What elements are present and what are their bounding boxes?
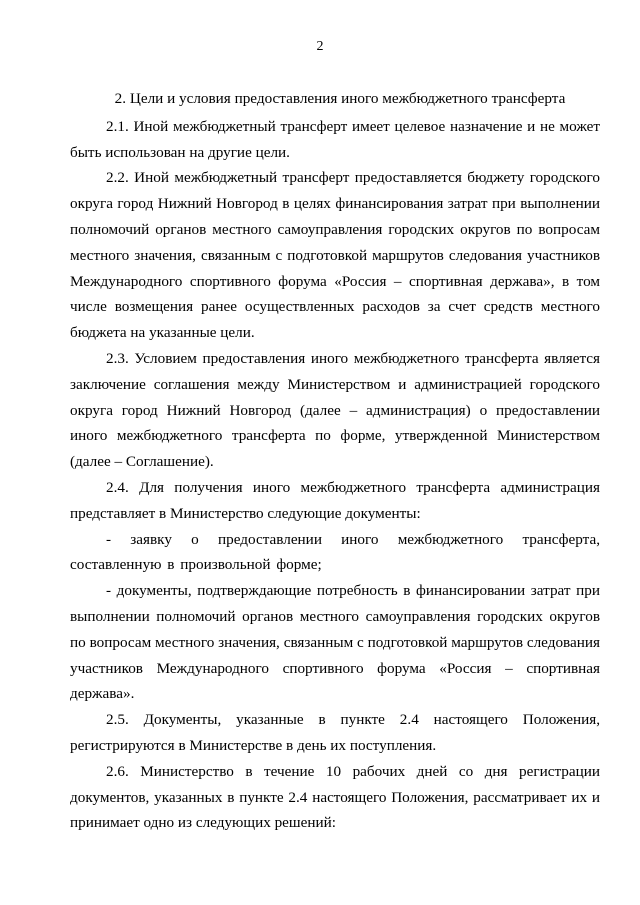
paragraph-2-2: 2.2. Иной межбюджетный трансферт предоставляется бюджету городского округа город Нижний Новгород в целях финансирования затрат при выполнении полномочий органов местного самоуправления городских округов по вопросам местного значения, связанным с подготовкой маршрутов следования участников Международного спортивного форума «Россия – спортивная держава», в том числе возмещения ранее осуществленных расходов за счет средств местного бюджета на указанные цели. xyxy=(70,169,600,342)
paragraph-2-6: 2.6. Министерство в течение 10 рабочих дней со дня регистрации документов, указанных в пункте 2.4 настоящего Положения, рассматривает их и принимает одно из следующих решений: xyxy=(70,762,600,832)
paragraph-2-3: 2.3. Условием предоставления иного межбюджетного трансферта является заключение соглашения между Министерством и администрацией городского округа город Нижний Новгород (далее – администрация) о предоставлении иного межбюджетного трансферта по форме, утвержденной Министерством (далее – Соглашение). xyxy=(70,349,600,471)
section-heading: 2. Цели и условия предоставления иного межбюджетного трансферта xyxy=(114,90,566,107)
paragraph-2-4: 2.4. Для получения иного межбюджетного трансферта администрация представляет в Министерство следующие документы: xyxy=(70,478,600,522)
document-body xyxy=(70,86,600,836)
page-number: 2 xyxy=(316,39,324,54)
list-item-application: - заявку о предоставлении иного межбюджетного трансферта, составленную в произвольной форме; xyxy=(70,530,600,574)
paragraph-2-5: 2.5. Документы, указанные в пункте 2.4 настоящего Положения, регистрируются в Министерстве в день их поступления. xyxy=(70,711,600,754)
paragraph-2-1: 2.1. Иной межбюджетный трансферт имеет целевое назначение и не может быть использован на другие цели. xyxy=(70,117,600,161)
list-item-documents: - документы, подтверждающие потребность в финансировании затрат при выполнении полномочий органов местного самоуправления городских округов по вопросам местного значения, связанным с подготовкой маршрутов следования участников Международного спортивного форума «Россия – спортивная держава». xyxy=(70,582,600,703)
